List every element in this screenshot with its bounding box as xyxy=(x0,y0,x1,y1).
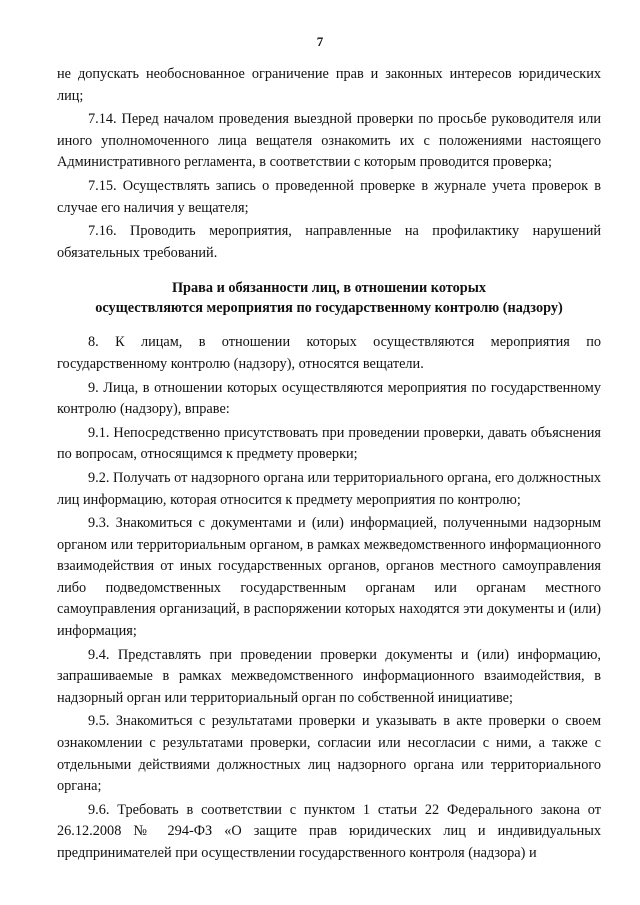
paragraph-7-14: 7.14. Перед началом проведения выездной проверки по просьбе руководителя или иного уполномоченного лица вещателя ознакомить их с положениями настоящего Административного регламента, в соответствии с которым проводится проверка; xyxy=(57,111,601,171)
paragraph-9: 9. Лица, в отношении которых осуществляются мероприятия по государственному контролю (надзору), вправе: xyxy=(57,379,601,418)
paragraph-9-4: 9.4. Представлять при проведении проверки документы и (или) информацию, запрашиваемые в рамках межведомственного информационного взаимодействия, в надзорный орган или территориальный орган по собственной инициативе; xyxy=(57,646,601,706)
paragraph-8: 8. К лицам, в отношении которых осуществляются мероприятия по государственному контролю (надзору), относятся вещатели. xyxy=(57,334,601,372)
paragraph-7-16: 7.16. Проводить мероприятия, направленные на профилактику нарушений обязательных требований. xyxy=(57,223,601,261)
paragraph-continuation: не допускать необоснованное ограничение прав и законных интересов юридических лиц; xyxy=(57,66,601,104)
paragraph-7-15: 7.15. Осуществлять запись о проведенной проверке в журнале учета проверок в случае его наличия у вещателя; xyxy=(57,177,601,216)
section-heading xyxy=(57,278,601,318)
paragraph-9-6: 9.6. Требовать в соответствии с пунктом 1 статьи 22 Федерального закона от 26.12.2008 № 294-ФЗ «О защите прав юридических лиц и индивидуальных предпринимателей при осуществлении государственного контроля (надзора) и xyxy=(57,801,601,861)
section-heading-line-1: Права и обязанности лиц, в отношении которых xyxy=(171,280,487,297)
paragraph-9-1: 9.1. Непосредственно присутствовать при проведении проверки, давать объяснения по вопросам, относящимся к предмету проверки; xyxy=(57,424,601,463)
document-body xyxy=(57,64,601,867)
page-number: 7 xyxy=(316,34,324,49)
paragraph-9-2: 9.2. Получать от надзорного органа или территориального органа, его должностных лиц информацию, которая относится к предмету мероприятия по контролю; xyxy=(57,469,601,508)
paragraph-9-3: 9.3. Знакомиться с документами и (или) информацией, полученными надзорным органом или территориальным органом, в рамках межведомственного информационного взаимодействия от иных государственных органов, органов местного самоуправления либо подведомственных государственным органам или органам местного самоуправления организаций, в распоряжении которых находятся эти документы и (или) информация; xyxy=(57,515,601,640)
paragraph-9-5: 9.5. Знакомиться с результатами проверки и указывать в акте проверки о своем ознакомлении с результатами проверки, согласии или несогласии с ними, а также с отдельными действиями должностных лиц надзорного органа или территориального органа; xyxy=(57,713,601,795)
section-heading-line-2: осуществляются мероприятия по государственному контролю (надзору) xyxy=(95,300,563,317)
